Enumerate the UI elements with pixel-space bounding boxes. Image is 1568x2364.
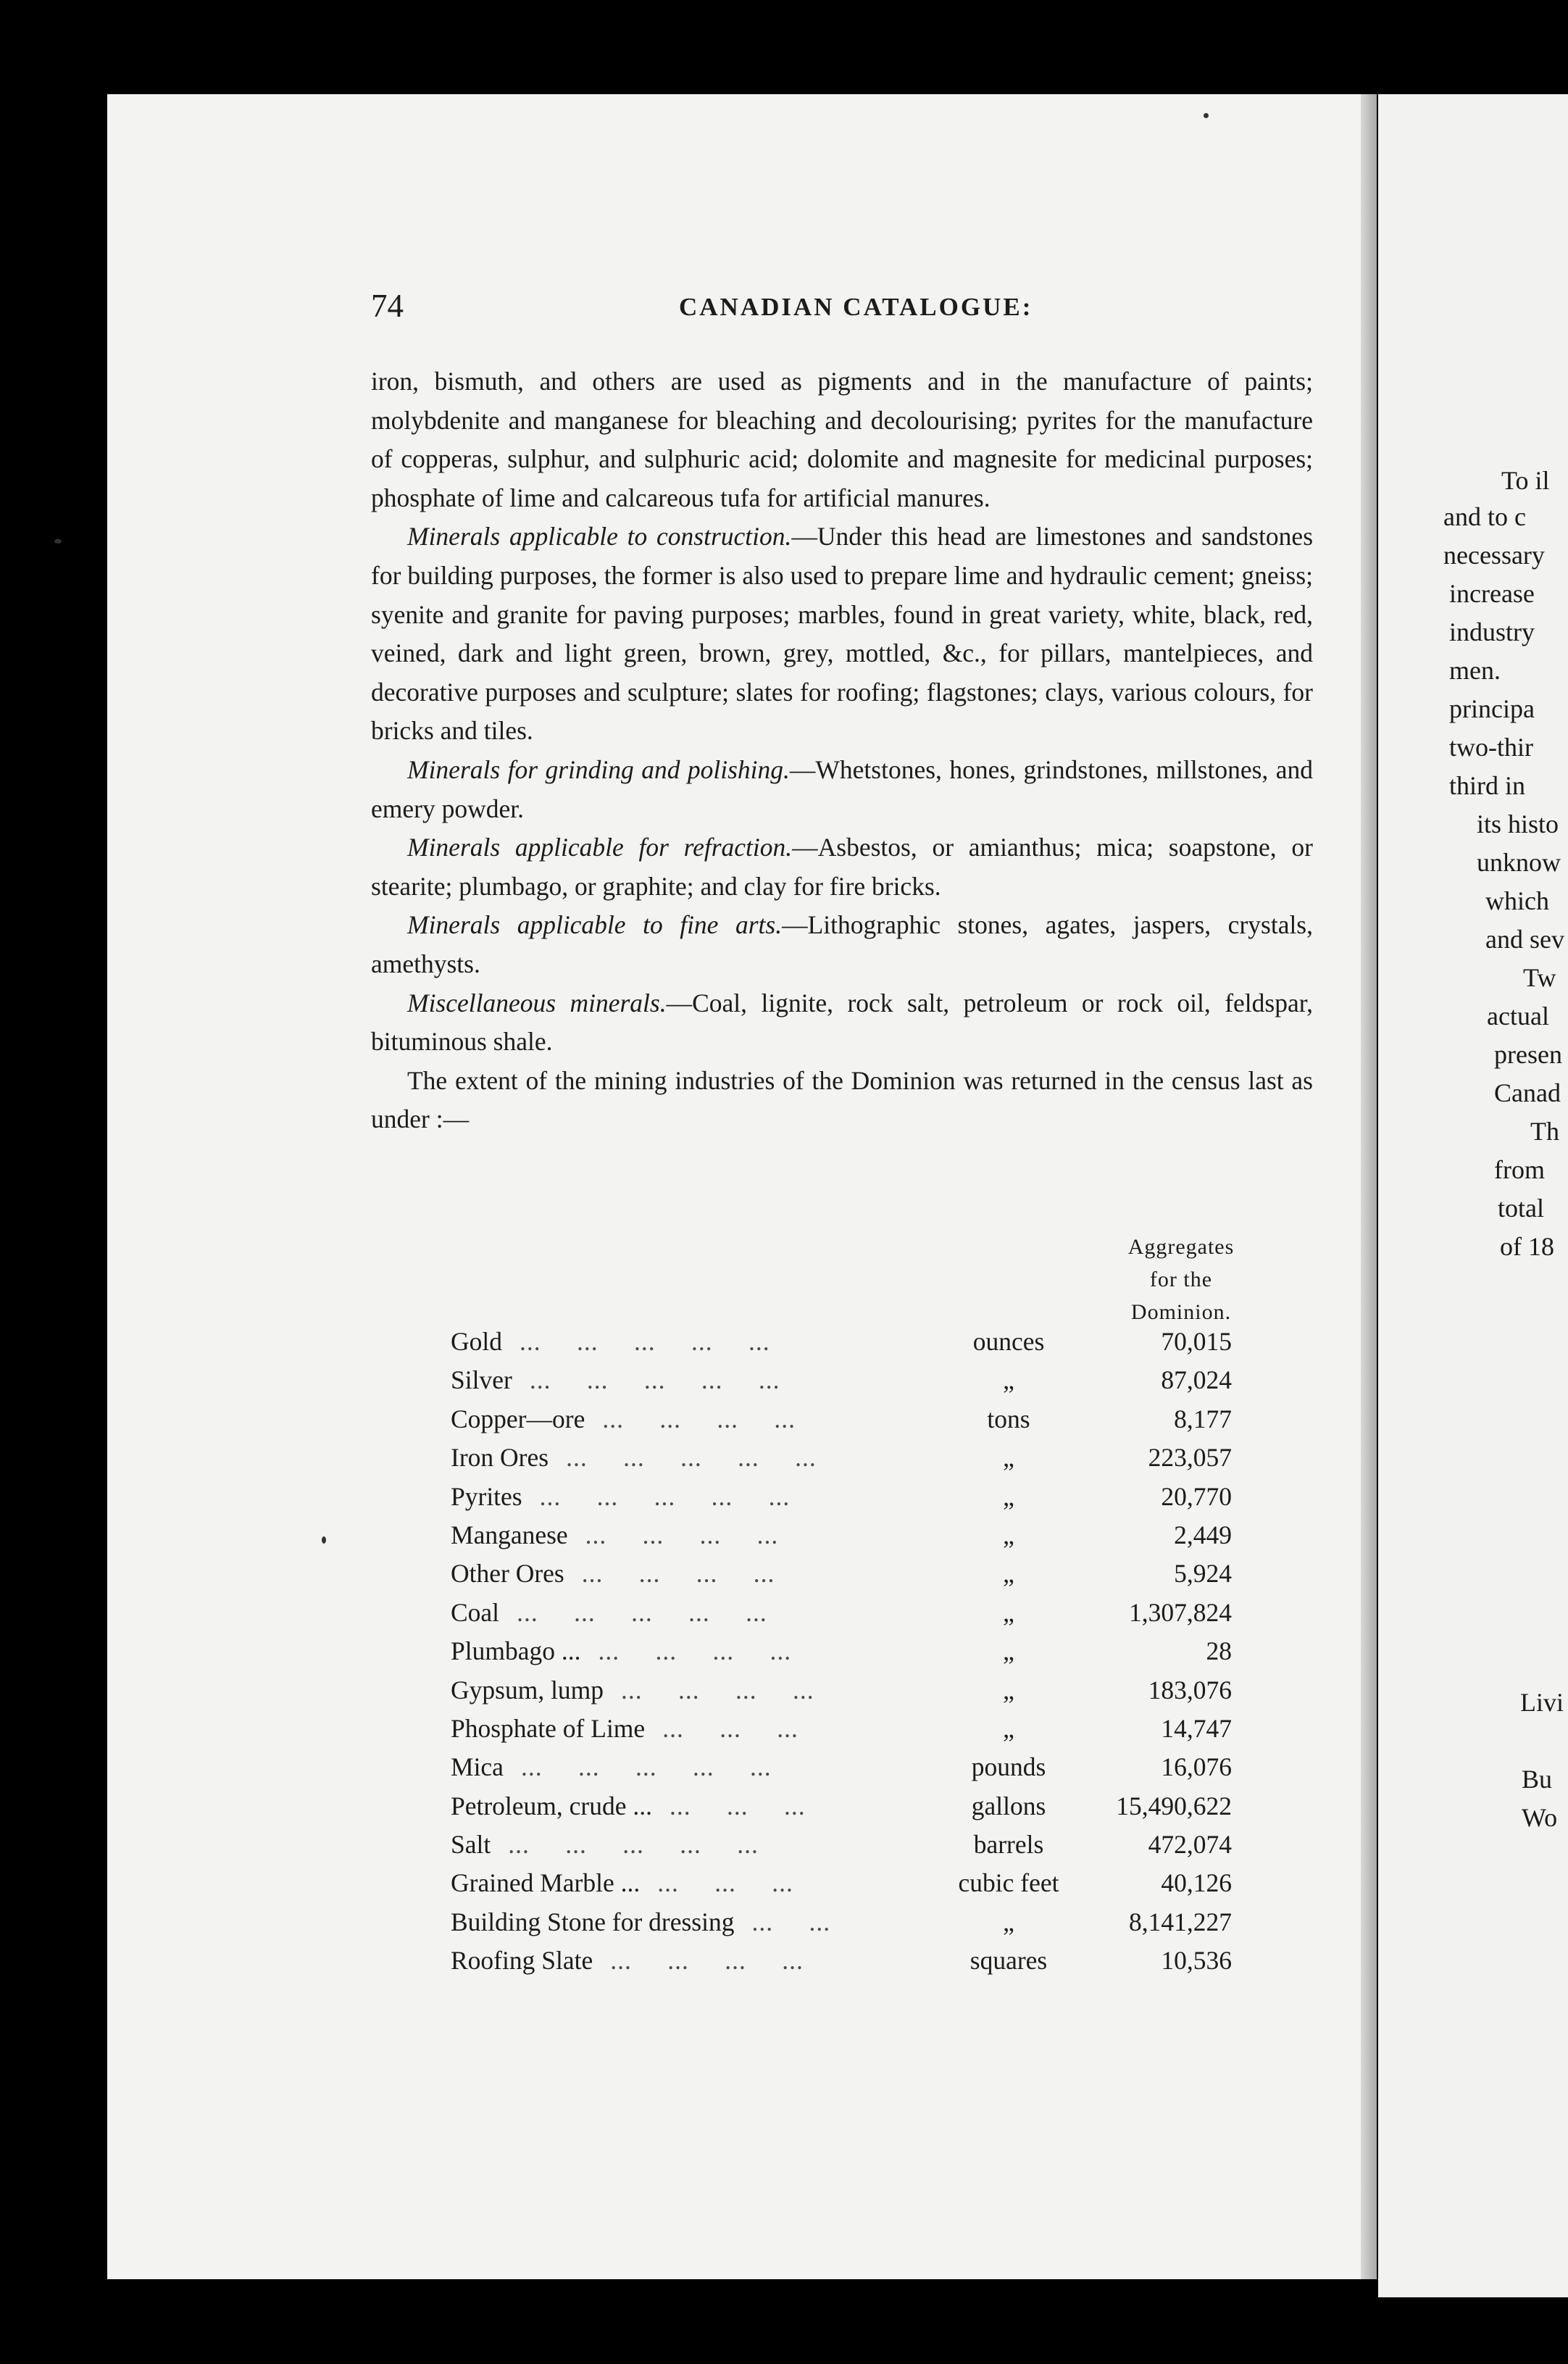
specks — [1204, 113, 1209, 118]
paragraph: The extent of the mining industries of the Dominion was returned in the census last as under :— — [371, 1065, 1313, 1134]
mineral-name: Mica — [451, 1752, 504, 1782]
mineral-name: Building Stone for dressing — [451, 1907, 735, 1936]
mineral-name: Grained Marble ... — [451, 1868, 641, 1898]
facing-line: actual — [1487, 1002, 1549, 1031]
table-row — [451, 1907, 1313, 1945]
unit: „ — [1003, 1907, 1014, 1936]
aggregate-value: 15,490,622 — [1116, 1791, 1232, 1820]
aggregate-value: 28 — [1206, 1636, 1232, 1666]
table-row — [451, 1636, 1313, 1674]
aggregate-value: 2,449 — [1174, 1520, 1232, 1549]
leader-dots: ... ... ... — [662, 1713, 798, 1743]
mineral-name: Roofing Slate — [451, 1946, 593, 1976]
specks — [54, 539, 62, 544]
unit: „ — [1003, 1365, 1014, 1395]
table-row — [451, 1442, 1313, 1481]
aggregate-value: 8,141,227 — [1129, 1907, 1232, 1936]
section-heading: Minerals applicable for refraction. — [407, 833, 793, 862]
facing-line: To il — [1501, 466, 1550, 495]
facing-line: two-thir — [1449, 733, 1533, 762]
table-row — [451, 1713, 1313, 1752]
unit: tons — [987, 1404, 1030, 1433]
mineral-name: Manganese — [451, 1520, 568, 1549]
facing-line: which — [1485, 886, 1549, 915]
mineral-name: Phosphate of Lime — [451, 1713, 646, 1743]
unit: „ — [1003, 1675, 1014, 1705]
leader-dots: ... ... ... ... ... — [566, 1443, 817, 1473]
section-text: —Lithographic stones, agates, jaspers, crystals, amethysts. — [371, 910, 1313, 978]
aggregate-value: 472,074 — [1148, 1830, 1232, 1860]
facing-line: and to c — [1443, 502, 1526, 531]
facing-line: total — [1498, 1194, 1544, 1223]
section-heading: Minerals applicable to fine arts. — [407, 910, 783, 940]
facing-line: unknow — [1477, 848, 1561, 877]
table-row — [451, 1365, 1313, 1403]
leader-dots: ... ... ... ... ... — [508, 1830, 759, 1860]
facing-line: Livi — [1520, 1688, 1564, 1717]
leader-dots: ... ... ... ... — [585, 1520, 779, 1549]
paragraph — [371, 828, 1313, 906]
unit: „ — [1003, 1713, 1014, 1743]
mineral-name: Pyrites — [451, 1481, 522, 1511]
facing-line: Canad — [1494, 1078, 1561, 1107]
column-head-line: Dominion. — [1130, 1300, 1232, 1324]
page-header — [371, 287, 1313, 330]
table-column-head — [1094, 1231, 1268, 1328]
aggregate-value: 87,024 — [1161, 1365, 1232, 1395]
paragraph — [371, 517, 1313, 751]
facing-line: industry — [1449, 617, 1535, 646]
leader-dots: ... ... ... ... ... — [529, 1365, 780, 1395]
page-number: 74 — [371, 288, 404, 324]
unit: „ — [1003, 1481, 1014, 1511]
section-text: —Coal, lignite, rock salt, petroleum or rock oil, feldspar, bituminous shale. — [371, 988, 1313, 1057]
aggregate-value: 1,307,824 — [1129, 1597, 1232, 1627]
facing-line: third in — [1449, 771, 1525, 800]
body-text — [371, 362, 1313, 1139]
leader-dots: ... ... ... ... — [602, 1404, 796, 1433]
table-row — [451, 1404, 1313, 1442]
facing-line: from — [1494, 1155, 1545, 1184]
mineral-name: Gold — [451, 1327, 502, 1356]
table-row — [451, 1791, 1313, 1829]
leader-dots: ... ... ... ... ... — [520, 1752, 772, 1782]
aggregate-value: 8,177 — [1174, 1404, 1232, 1433]
table-row — [451, 1868, 1313, 1906]
facing-line: increase — [1449, 579, 1535, 608]
leader-dots: ... ... ... — [657, 1868, 793, 1898]
aggregate-value: 10,536 — [1161, 1946, 1232, 1976]
aggregate-value: 183,076 — [1148, 1675, 1232, 1705]
mineral-table — [451, 1326, 1313, 1984]
unit: cubic feet — [958, 1868, 1059, 1898]
unit: „ — [1003, 1597, 1014, 1627]
leader-dots: ... ... ... ... ... — [520, 1327, 770, 1356]
facing-line: men. — [1449, 656, 1501, 685]
section-text: —Asbestos, or amianthus; mica; soapstone, or stearite; plumbago, or graphite; and clay for fire bricks. — [371, 833, 1313, 901]
aggregate-value: 20,770 — [1161, 1481, 1232, 1511]
section-text: —Under this head are limestones and sandstones for building purposes, the former is also used to prepare lime and hydraulic cement; gneiss; syenite and granite for paving purposes; marbles, found in great variety, white, black, red, veined, dark and light green, brown, grey, mottled, &c., for pillars, mantelpieces, and decorative purposes and sculpture; slates for roofing; flagstones; clays, various colours, for bricks and tiles. — [371, 522, 1314, 746]
table-row — [451, 1675, 1313, 1713]
leader-dots: ... ... — [751, 1907, 831, 1936]
mineral-name: Iron Ores — [451, 1443, 549, 1473]
facing-line: Th — [1530, 1117, 1559, 1146]
unit: squares — [969, 1946, 1048, 1976]
table-row — [451, 1945, 1313, 1984]
column-head-line: for the — [1149, 1268, 1213, 1291]
specks — [322, 1536, 326, 1544]
table-row — [451, 1520, 1313, 1558]
unit: „ — [1003, 1559, 1014, 1589]
unit: „ — [1003, 1520, 1014, 1549]
mineral-name: Other Ores — [451, 1559, 564, 1589]
mineral-name: Petroleum, crude ... — [451, 1791, 653, 1820]
mineral-name: Silver — [451, 1365, 512, 1395]
leader-dots: ... ... ... ... ... — [517, 1597, 767, 1627]
aggregate-value: 16,076 — [1161, 1752, 1232, 1782]
facing-line: Bu — [1522, 1765, 1553, 1794]
unit: „ — [1003, 1636, 1014, 1666]
unit: barrels — [973, 1830, 1044, 1860]
section-heading: Minerals applicable to construction. — [407, 522, 792, 552]
facing-line: of 18 — [1500, 1232, 1554, 1261]
mineral-name: Copper—ore — [451, 1404, 585, 1433]
table-row — [451, 1481, 1313, 1520]
section-heading: Miscellaneous minerals. — [407, 988, 667, 1017]
table-row — [451, 1597, 1313, 1636]
mineral-name: Gypsum, lump — [451, 1675, 604, 1705]
leader-dots: ... ... ... ... — [621, 1675, 814, 1705]
facing-line: Wo — [1522, 1803, 1558, 1832]
aggregate-value: 40,126 — [1161, 1868, 1232, 1898]
facing-line: principa — [1449, 694, 1535, 723]
paragraph: iron, bismuth, and others are used as pigments and in the manufacture of paints; molybdenite and manganese for bleaching and decolourising; pyrites for the manufacture of copperas, sulphur, and sulphuric acid; dolomite and magnesite for medicinal purposes; phosphate of lime and calcareous tufa for artificial manures. — [371, 367, 1313, 512]
mineral-name: Salt — [451, 1830, 491, 1860]
table-row — [451, 1752, 1313, 1790]
unit: gallons — [971, 1791, 1046, 1820]
aggregate-value: 5,924 — [1174, 1559, 1232, 1589]
page-edge — [1361, 94, 1377, 2279]
table-row — [451, 1829, 1313, 1868]
section-text: —Whetstones, hones, grindstones, millstones, and emery powder. — [371, 754, 1313, 823]
aggregate-value: 223,057 — [1148, 1443, 1232, 1473]
facing-line: Tw — [1523, 963, 1556, 992]
paragraph — [371, 984, 1313, 1062]
column-head-line: Aggregates — [1127, 1235, 1235, 1259]
leader-dots: ... ... ... — [670, 1791, 806, 1820]
section-heading: Minerals for grinding and polishing. — [407, 754, 790, 784]
mineral-name: Plumbago ... — [451, 1636, 581, 1666]
aggregate-value: 14,747 — [1161, 1713, 1232, 1743]
aggregate-value: 70,015 — [1161, 1327, 1232, 1356]
leader-dots: ... ... ... ... — [610, 1946, 804, 1976]
paragraph — [371, 906, 1313, 983]
paragraph — [371, 751, 1313, 828]
mineral-name: Coal — [451, 1597, 500, 1627]
facing-line: necessary — [1443, 541, 1545, 570]
leader-dots: ... ... ... ... ... — [539, 1481, 791, 1511]
facing-page — [1378, 94, 1568, 2297]
facing-line: its histo — [1477, 809, 1559, 838]
unit: ounces — [972, 1327, 1045, 1356]
facing-line: presen — [1494, 1040, 1562, 1069]
table-row — [451, 1558, 1313, 1597]
running-head: CANADIAN CATALOGUE: — [679, 293, 1033, 321]
leader-dots: ... ... ... ... — [581, 1559, 775, 1589]
facing-line: and sev — [1485, 925, 1564, 954]
unit: pounds — [971, 1752, 1046, 1782]
unit: „ — [1003, 1443, 1014, 1473]
leader-dots: ... ... ... ... — [598, 1636, 792, 1666]
table-row — [451, 1326, 1313, 1365]
